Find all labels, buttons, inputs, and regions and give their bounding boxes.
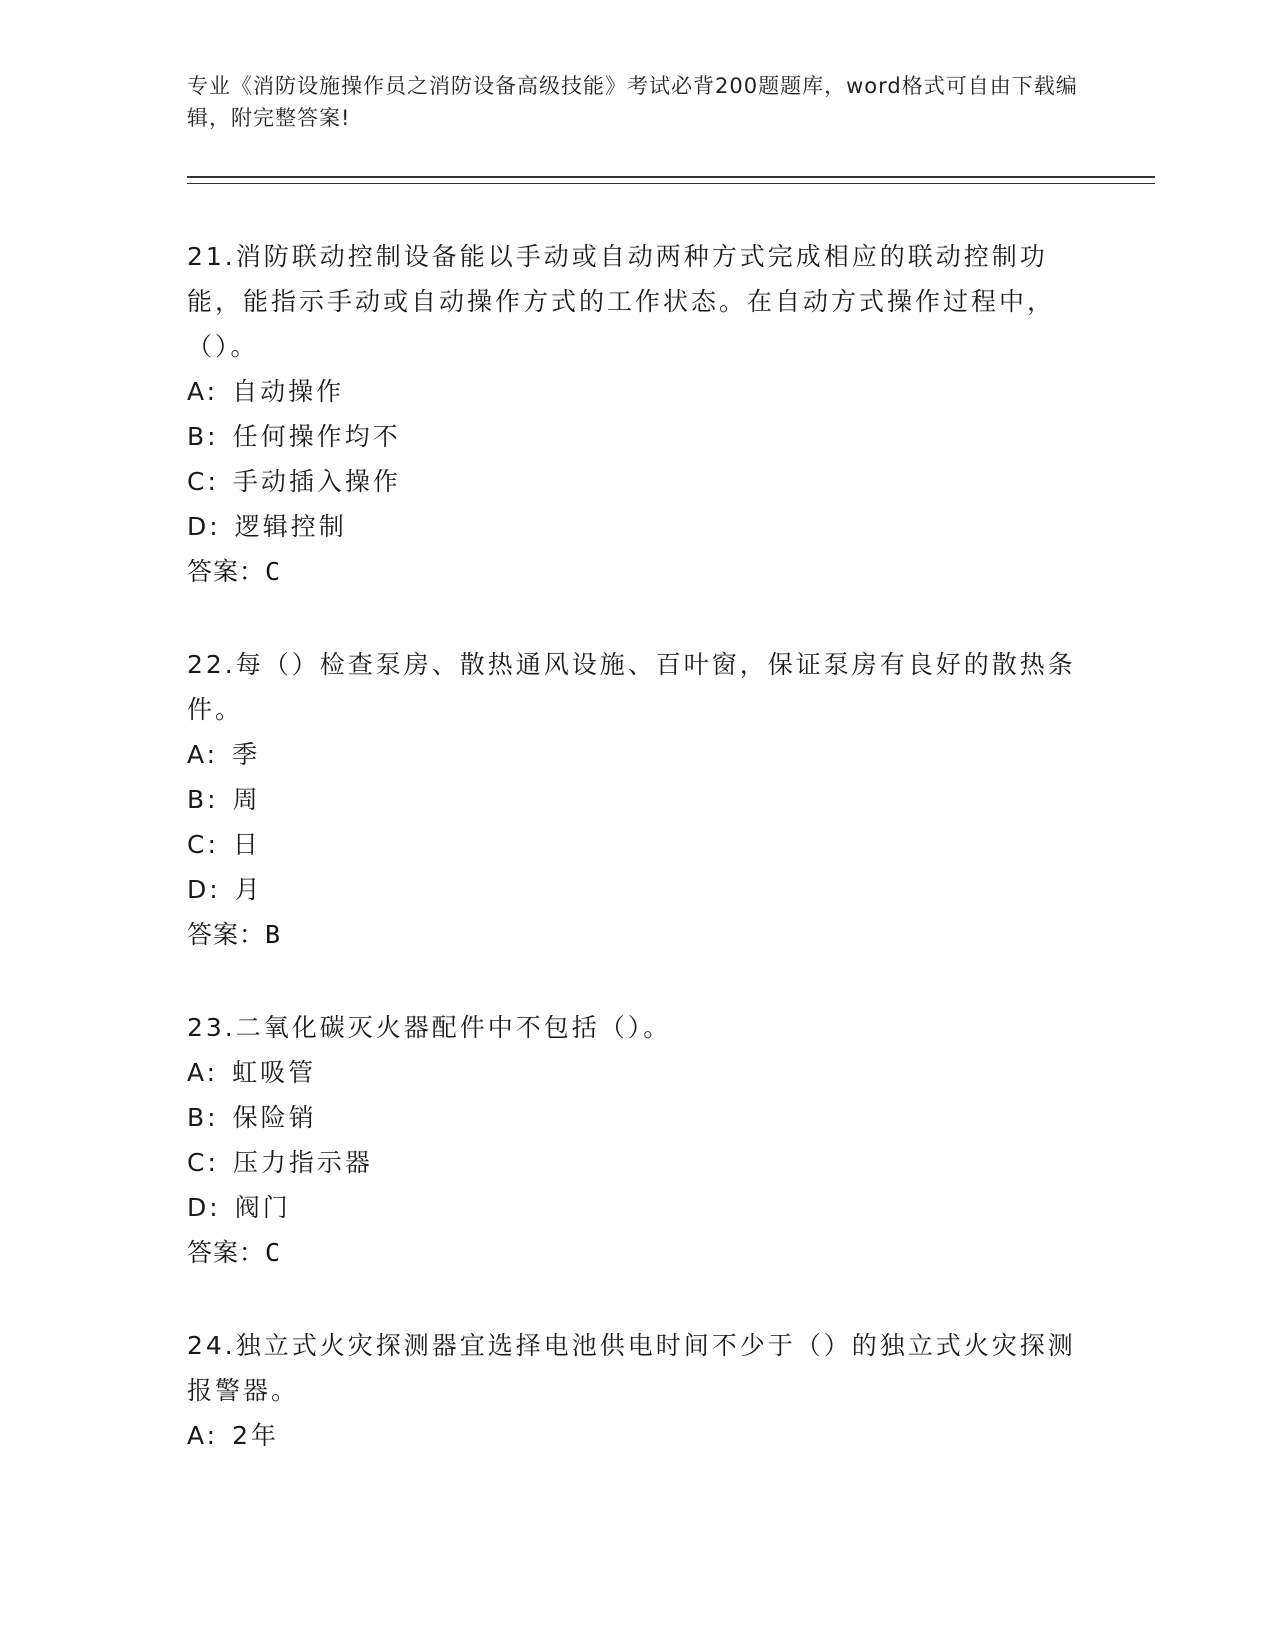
option-a — [187, 369, 1077, 414]
option-key: D: — [187, 1193, 221, 1222]
question-23 — [187, 1005, 1077, 1275]
question-text: 24.独立式火灾探测器宜选择电池供电时间不少于（）的独立式火灾探测报警器。 — [187, 1331, 1076, 1405]
option-b — [187, 414, 1077, 459]
option-text: 保险销 — [232, 1103, 317, 1132]
answer-line — [187, 549, 1077, 594]
answer-line — [187, 912, 1077, 957]
option-c — [187, 1140, 1077, 1185]
answer-value: B — [265, 920, 282, 949]
answer-value: C — [265, 557, 282, 586]
header-divider — [187, 176, 1155, 184]
option-text: 季 — [232, 740, 261, 769]
answer-label: 答案： — [187, 557, 266, 586]
question-22 — [187, 642, 1077, 957]
option-d — [187, 504, 1077, 549]
option-b — [187, 777, 1077, 822]
option-a — [187, 732, 1077, 777]
document-header — [187, 70, 1087, 134]
answer-line — [187, 1230, 1077, 1275]
option-text: 2年 — [232, 1421, 279, 1450]
option-b — [187, 1095, 1077, 1140]
option-text: 压力指示器 — [232, 1148, 373, 1177]
question-text: 23.二氧化碳灭火器配件中不包括（）。 — [187, 1013, 672, 1042]
option-d — [187, 1185, 1077, 1230]
option-key: A: — [187, 1421, 219, 1450]
option-key: D: — [187, 875, 221, 904]
option-key: A: — [187, 1058, 219, 1087]
option-key: C: — [187, 830, 219, 859]
option-text: 逻辑控制 — [234, 512, 347, 541]
option-text: 自动操作 — [232, 377, 345, 406]
option-a — [187, 1050, 1077, 1095]
option-key: A: — [187, 377, 219, 406]
answer-value: C — [265, 1238, 282, 1267]
option-text: 日 — [232, 830, 261, 859]
option-key: B: — [187, 422, 219, 451]
answer-label: 答案： — [187, 920, 266, 949]
option-key: C: — [187, 1148, 219, 1177]
option-text: 任何操作均不 — [232, 422, 401, 451]
question-21 — [187, 234, 1077, 594]
question-text: 21.消防联动控制设备能以手动或自动两种方式完成相应的联动控制功能，能指示手动或自动操作方式的工作状态。在自动方式操作过程中，（）。 — [187, 242, 1056, 361]
option-text: 月 — [234, 875, 263, 904]
option-text: 手动插入操作 — [232, 467, 401, 496]
option-key: B: — [187, 785, 219, 814]
option-d — [187, 867, 1077, 912]
option-text: 周 — [232, 785, 261, 814]
option-key: A: — [187, 740, 219, 769]
question-list — [187, 234, 1077, 1506]
answer-label: 答案： — [187, 1238, 266, 1267]
option-text: 虹吸管 — [232, 1058, 317, 1087]
question-24 — [187, 1323, 1077, 1458]
option-text: 阀门 — [234, 1193, 291, 1222]
option-key: D: — [187, 512, 221, 541]
option-a — [187, 1413, 1077, 1458]
header-intro-text: 专业《消防设施操作员之消防设备高级技能》考试必背200题题库，word格式可自由下载编辑，附完整答案! — [187, 74, 1078, 130]
option-c — [187, 459, 1077, 504]
question-text: 22.每（）检查泵房、散热通风设施、百叶窗，保证泵房有良好的散热条件。 — [187, 650, 1076, 724]
option-key: B: — [187, 1103, 219, 1132]
option-key: C: — [187, 467, 219, 496]
option-c — [187, 822, 1077, 867]
